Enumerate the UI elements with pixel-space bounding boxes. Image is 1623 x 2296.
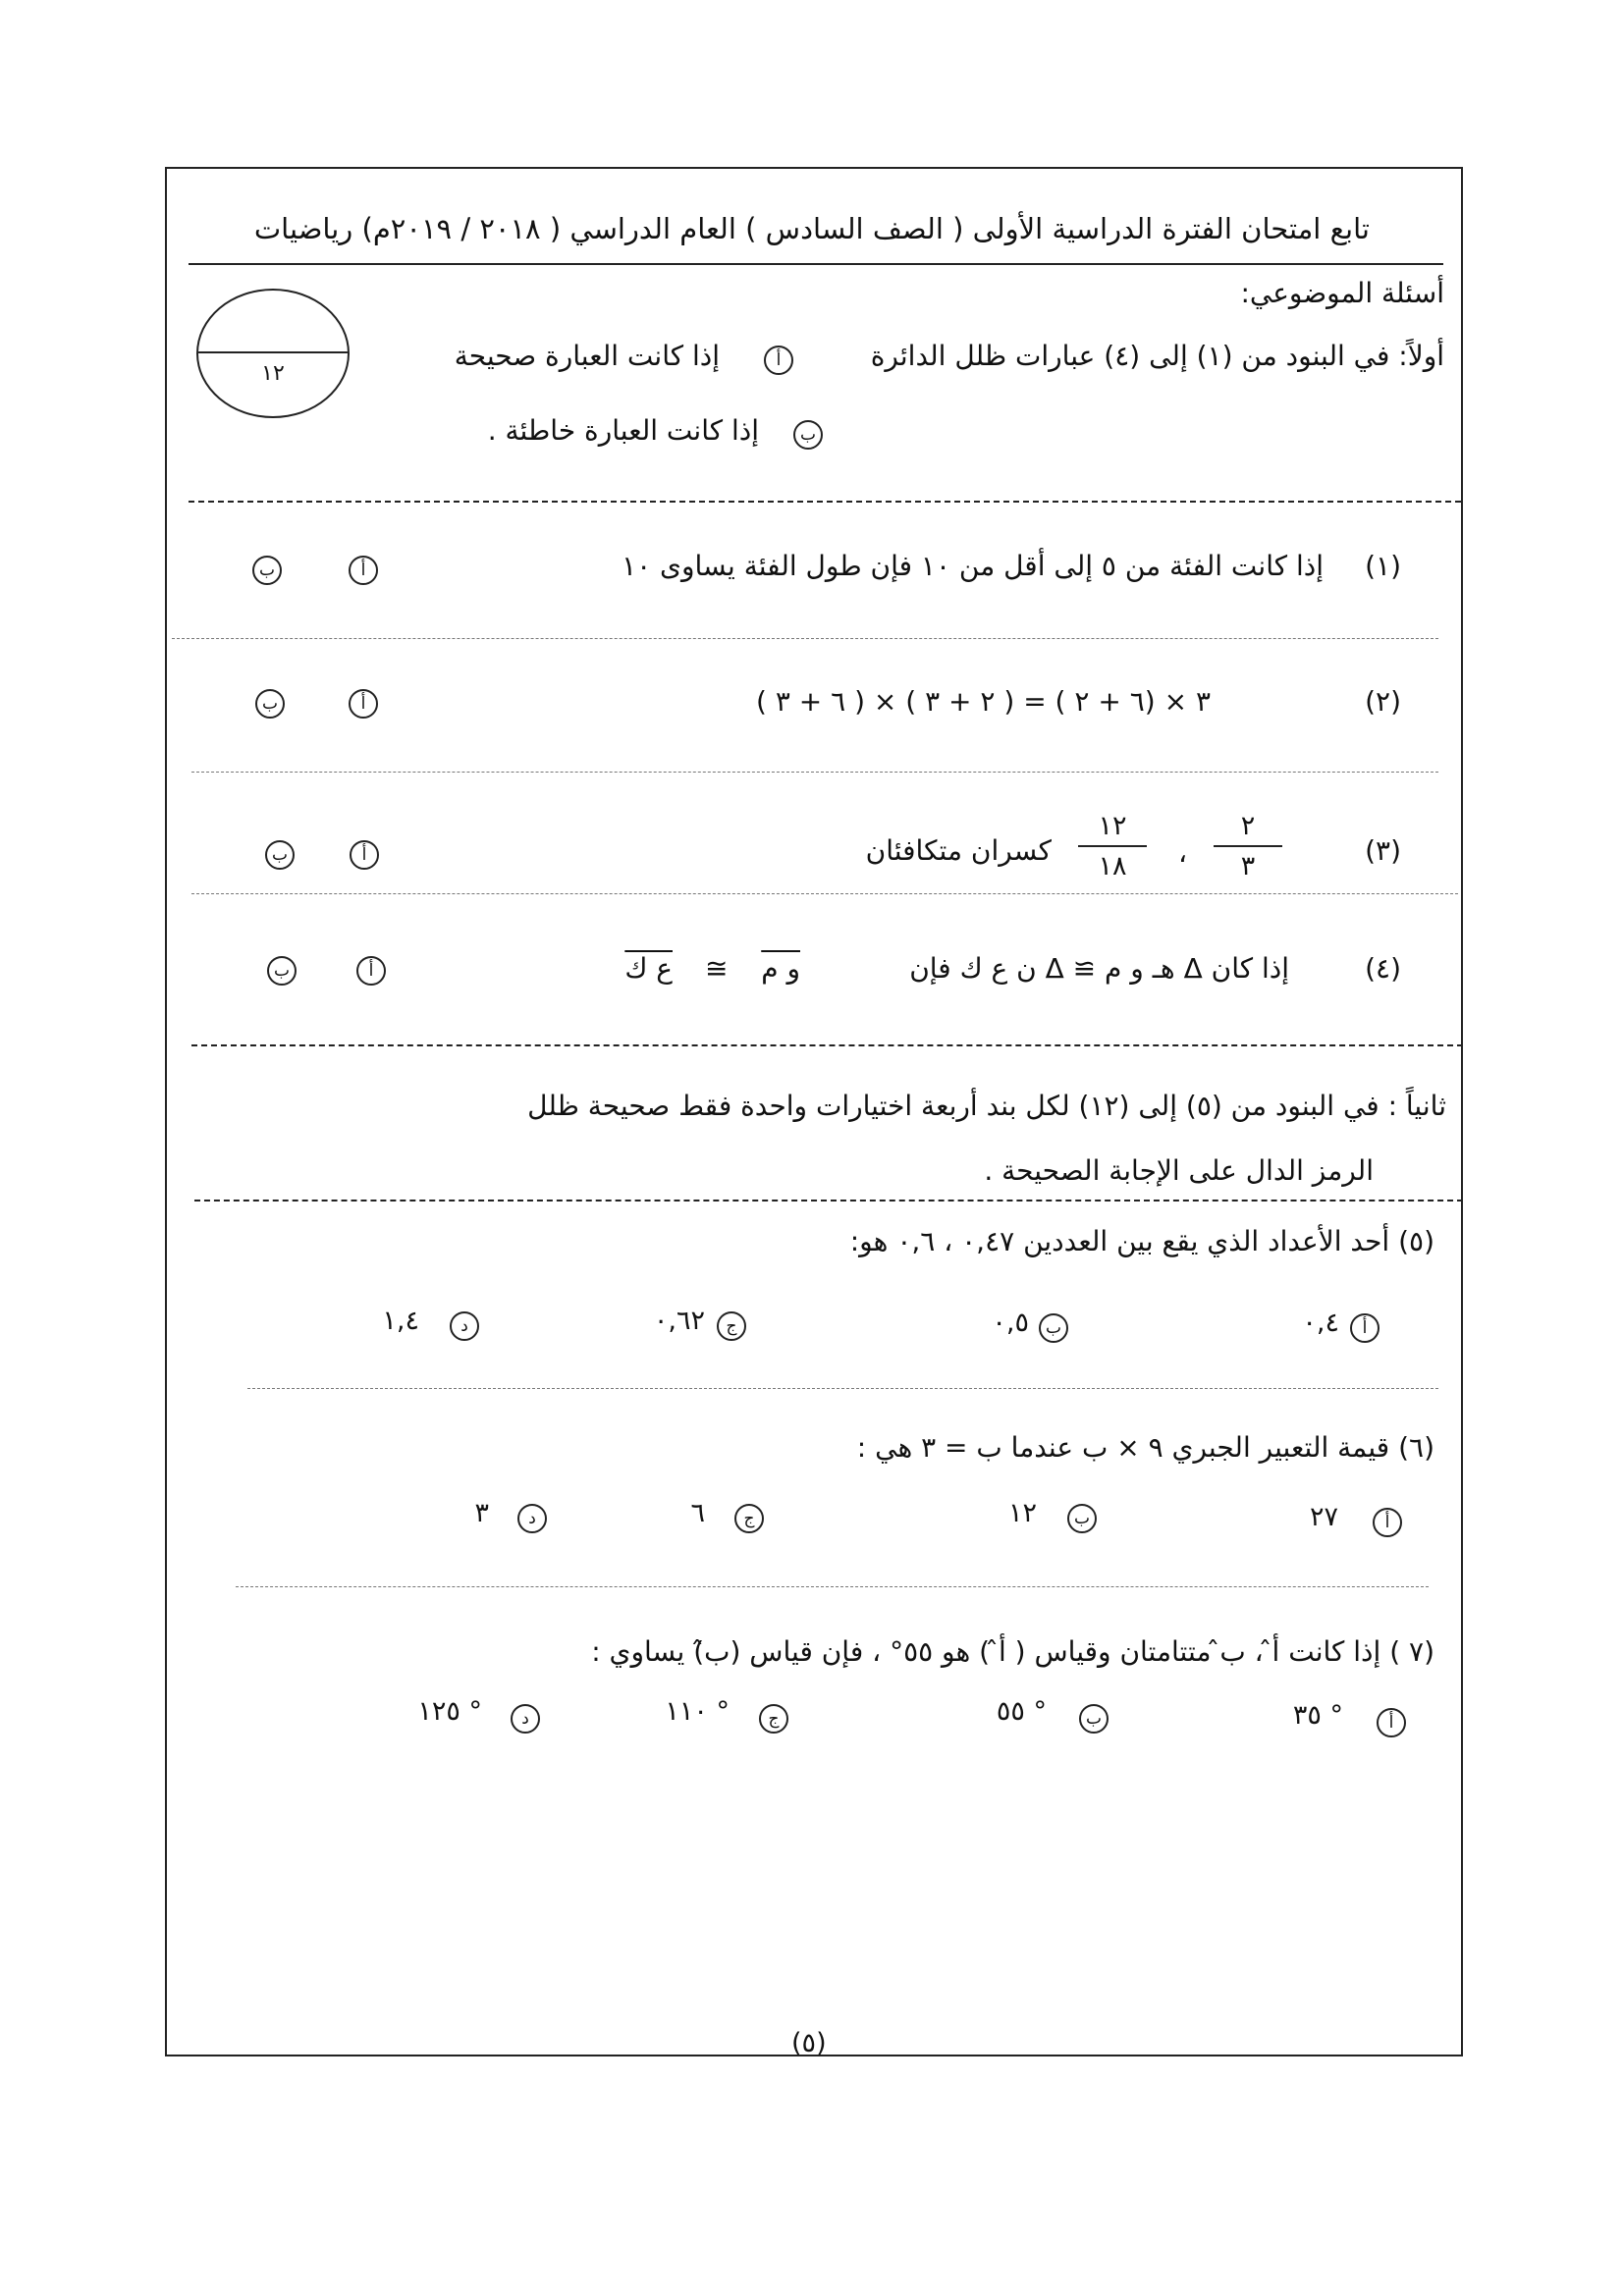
fraction-numerator: ١٢ — [1098, 811, 1127, 841]
tf-item-number: (٤) — [1365, 952, 1401, 985]
mc-option-d-value: ١٢٥ ° — [417, 1696, 482, 1727]
mc-option-a-circle[interactable]: أ — [1373, 1508, 1402, 1537]
false-meaning: إذا كانت العبارة خاطئة . — [487, 414, 759, 447]
mc-option-b-circle[interactable]: ب — [1039, 1313, 1068, 1343]
tf-item-number: (٣) — [1365, 834, 1401, 867]
tf-item-text: إذا كانت الفئة من ٥ إلى أقل من ١٠ فإن طول الفئة يساوى ١٠ — [622, 550, 1324, 582]
mc-option-d-circle[interactable]: د — [450, 1311, 479, 1341]
separator — [191, 1044, 1463, 1046]
mc-option-c-value: ٠,٦٢ — [653, 1306, 705, 1336]
fraction-separator: ، — [1178, 836, 1188, 869]
fraction-denominator: ١٨ — [1098, 851, 1127, 881]
separator — [194, 1200, 1463, 1201]
mc-option-b-value: ١٢ — [1007, 1498, 1037, 1528]
tf-option-false-circle[interactable]: ب — [255, 689, 285, 719]
fraction-bar — [1214, 845, 1282, 847]
mc-question: (٦) قيمة التعبير الجبري ٩ × ب عندما ب = ٣ هي : — [856, 1431, 1434, 1464]
tf-option-false-circle[interactable]: ب — [267, 956, 297, 986]
mc-option-d-value: ٣ — [474, 1498, 489, 1528]
tf-option-false-circle[interactable]: ب — [252, 556, 282, 585]
part2-instruction-line1: ثانياً : في البنود من (٥) إلى (١٢) لكل بند أربعة اختيارات واحدة فقط صحيحة ظلل — [527, 1090, 1446, 1122]
mc-option-c-value: ٦ — [690, 1498, 705, 1528]
score-circle — [196, 289, 350, 418]
true-meaning: إذا كانت العبارة صحيحة — [454, 340, 720, 372]
mc-option-a-value: ٢٧ — [1309, 1502, 1338, 1532]
segment-ak: ع ك — [624, 952, 673, 985]
tf-option-true-circle[interactable]: أ — [349, 689, 378, 719]
dotted-divider — [191, 893, 1458, 894]
true-symbol-icon: أ — [764, 346, 793, 375]
dotted-divider — [191, 772, 1438, 773]
mc-option-c-value: ١١٠ ° — [665, 1696, 730, 1727]
mc-option-b-value: ٠,٥ — [992, 1308, 1029, 1338]
mc-option-a-value: ٣٥ ° — [1292, 1700, 1343, 1731]
mc-option-a-circle[interactable]: أ — [1377, 1708, 1406, 1737]
fraction-two-thirds — [1214, 811, 1282, 881]
tf-item-text: كسران متكافئان — [865, 834, 1052, 867]
tf-item-text: إذا كان Δ هـ و م ≅ Δ ن ع ك فإن — [909, 952, 1289, 985]
score-divider — [198, 351, 348, 353]
fraction-denominator: ٣ — [1240, 851, 1256, 881]
tf-item-equation: ( ٦ + ٣ ) × ( ٢ + ٣ ) = ( ٦ + ٢) × ٣ — [756, 685, 1211, 718]
header-underline — [189, 263, 1443, 265]
tf-item-number: (١) — [1365, 550, 1401, 582]
mc-option-d-value: ١,٤ — [382, 1306, 419, 1336]
mc-option-c-circle[interactable]: ج — [734, 1504, 764, 1533]
tf-option-true-circle[interactable]: أ — [350, 840, 379, 870]
part1-instruction: أولاً: في البنود من (١) إلى (٤) عبارات ظلل الدائرة — [870, 340, 1444, 372]
tf-option-true-circle[interactable]: أ — [349, 556, 378, 585]
page-number: (٥) — [791, 2028, 827, 2058]
mc-option-d-circle[interactable]: د — [511, 1704, 540, 1734]
exam-header-title: تابع امتحان الفترة الدراسية الأولى ( الصف السادس ) العام الدراسي ( ٢٠١٨ / ٢٠١٩م) رياضيات — [253, 212, 1370, 245]
fraction-twelve-eighteenths — [1078, 811, 1147, 881]
mc-option-a-value: ٠,٤ — [1302, 1308, 1339, 1338]
segment-wm: و م — [761, 952, 800, 985]
congruent-sign: ≅ — [705, 952, 729, 985]
section-label: أسئلة الموضوعي: — [1240, 277, 1444, 309]
mc-question: (٥) أحد الأعداد الذي يقع بين العددين ٠,٤٧ ، ٠,٦ هو: — [849, 1225, 1434, 1257]
dotted-divider — [172, 638, 1438, 639]
mc-question: (٧ ) إذا كانت أ̂ ، ب̂ متتامتان وقياس ( أ̂ ) هو ٥٥° ، فإن قياس (ب̂) يساوي : — [591, 1635, 1434, 1668]
fraction-bar — [1078, 845, 1147, 847]
part2-instruction-line2: الرمز الدال على الإجابة الصحيحة . — [984, 1154, 1374, 1187]
mc-option-d-circle[interactable]: د — [517, 1504, 547, 1533]
mc-option-b-value: ٥٥ ° — [996, 1696, 1047, 1727]
mc-option-c-circle[interactable]: ج — [717, 1311, 746, 1341]
score-value: ١٢ — [261, 361, 285, 386]
fraction-numerator: ٢ — [1240, 811, 1256, 841]
separator — [189, 501, 1461, 503]
mc-option-c-circle[interactable]: ج — [759, 1704, 788, 1734]
tf-item-number: (٢) — [1365, 685, 1401, 718]
tf-option-true-circle[interactable]: أ — [356, 956, 386, 986]
mc-option-a-circle[interactable]: أ — [1350, 1313, 1380, 1343]
tf-option-false-circle[interactable]: ب — [265, 840, 295, 870]
dotted-divider — [236, 1586, 1429, 1587]
dotted-divider — [247, 1388, 1438, 1389]
mc-option-b-circle[interactable]: ب — [1079, 1704, 1109, 1734]
false-symbol-icon: ب — [793, 420, 823, 450]
mc-option-b-circle[interactable]: ب — [1067, 1504, 1097, 1533]
